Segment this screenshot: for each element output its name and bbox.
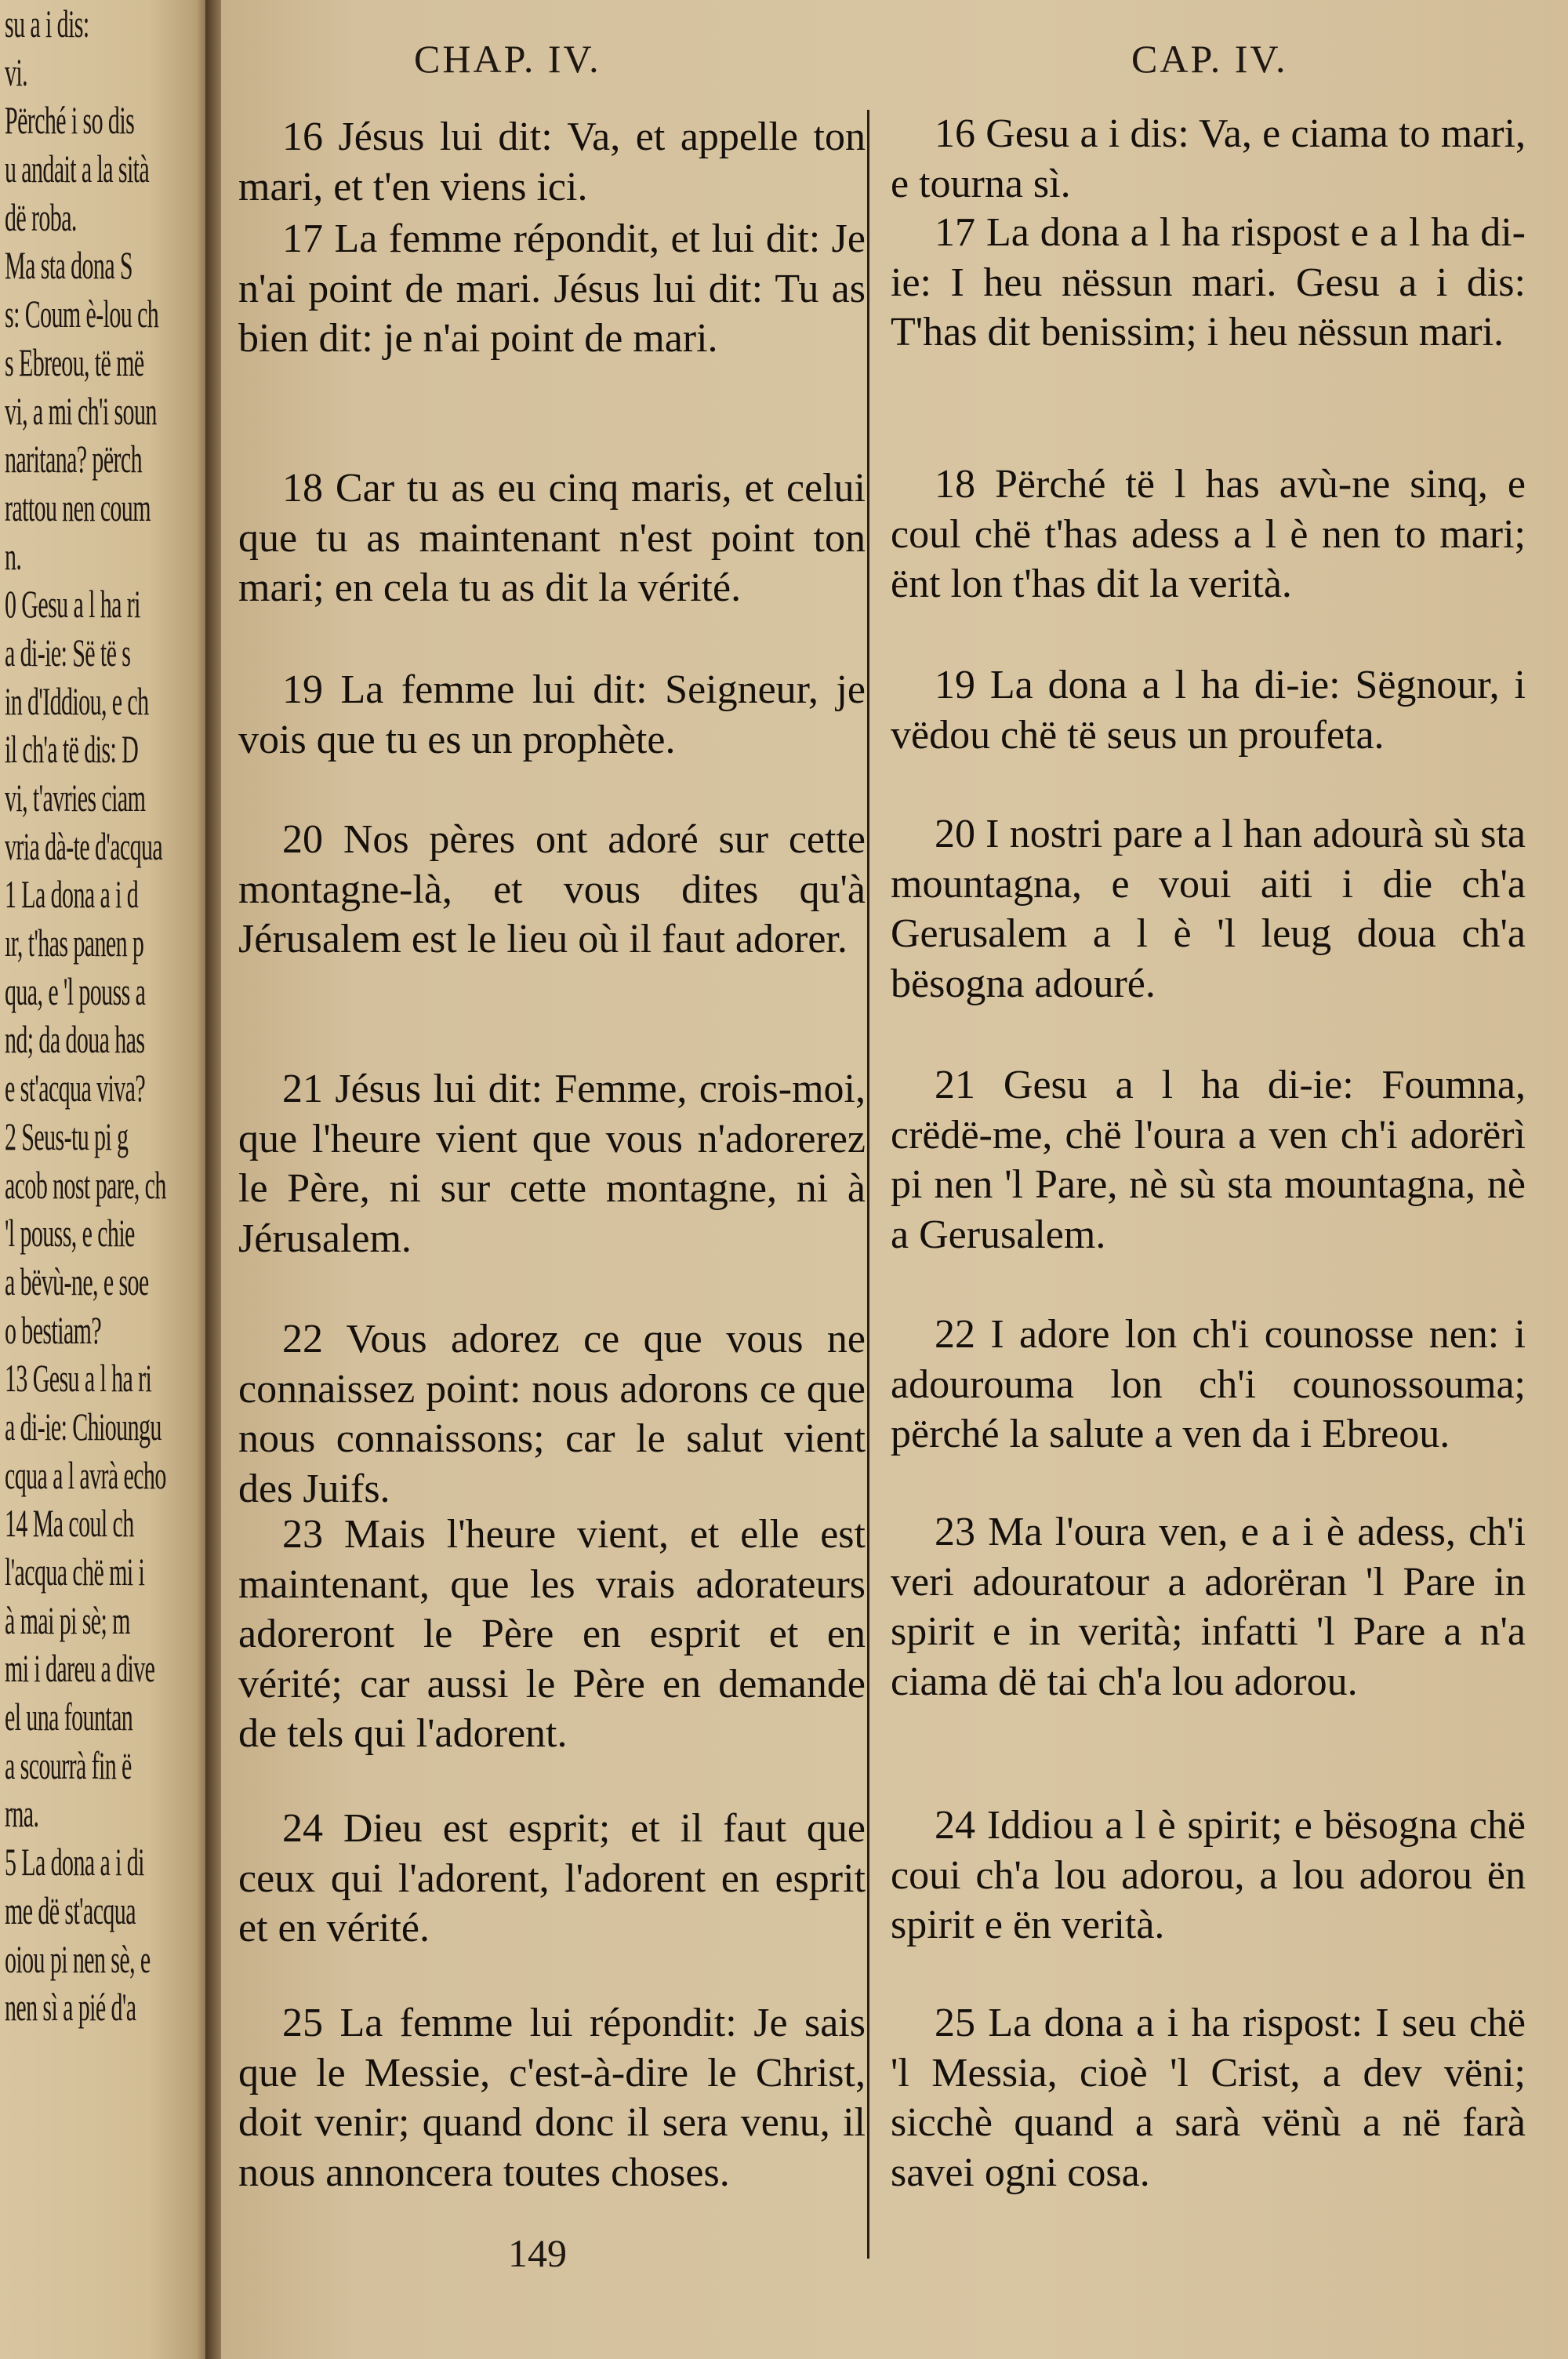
verse-it-25: 25 La dona a i ha rispost: I seu chë 'l Messia, cioè 'l Crist, a dev vëni; sicchè quand a sarà vënù a në farà savei ogni cosa.	[891, 2001, 1526, 2195]
left-page-line: a di-ie: Së të s	[5, 630, 131, 674]
verse-it-18: 18 Përché të l has avù-ne sinq, e coul chë t'has adess a l è nen to mari; ënt lon t'has dit la verità.	[891, 462, 1526, 606]
verse-fr-22: 22 Vous adorez ce que vous ne connaissez point: nous adorons ce que nous connaissons; car le salut vient des Juifs.	[238, 1317, 866, 1511]
left-page-text	[5, 0, 210, 2032]
left-page-line: oiou pi nen sè, e	[5, 1936, 151, 1981]
left-page-line: u andait a la sità	[5, 147, 150, 191]
verse-fr-18: 18 Car tu as eu cinq maris, et celui que tu as maintenant n'est point ton mari; en cela tu as dit la vérité.	[238, 466, 866, 610]
verse-fr-16: 16 Jésus lui dit: Va, et appelle ton mari, et t'en viens ici.	[238, 114, 866, 209]
left-page-line: rna.	[5, 1791, 39, 1836]
verse-fr-20: 20 Nos pères ont adoré sur cette montagne-là, et vous dites qu'à Jérusalem est le lieu où il faut adorer.	[238, 817, 866, 961]
left-page-line: su a i dis:	[5, 2, 89, 45]
verse-fr-19: 19 La femme lui dit: Seigneur, je vois que tu es un prophète.	[238, 667, 866, 762]
left-page-line: l'acqua chë mi i	[5, 1550, 145, 1594]
left-page-line: vi.	[5, 49, 28, 94]
verse-fr-23: 23 Mais l'heure vient, et elle est maintenant, que les vrais adorateurs adoreront le Père en esprit et en vérité; car aussi le Père en demande de tels qui l'adorent.	[238, 1512, 866, 1756]
left-page-line: ır, t'has panen p	[5, 921, 144, 965]
right-page	[221, 0, 1568, 2359]
verse-it-21: 21 Gesu a l ha di-ie: Foumna, crëdë-me, chë l'oura a ven ch'i adorërì pi nen 'l Pare, nè sù sta mountagna, nè a Gerusalem.	[891, 1063, 1526, 1257]
left-page-line: dë roba.	[5, 194, 77, 239]
verse-it-16: 16 Gesu a i dis: Va, e ciama to mari, e tourna sì.	[891, 111, 1526, 206]
left-page-line: naritana? përch	[5, 437, 143, 482]
left-page-line: 13 Gesu a l ha ri	[5, 1356, 152, 1401]
verse-it-19: 19 La dona a l ha di-ie: Sëgnour, i vëdou chë të seus un proufeta.	[891, 663, 1526, 758]
chapter-header-piedmontese: CAP. IV.	[1131, 37, 1288, 81]
verse-it-22: 22 I adore lon ch'i counosse nen: i adourouma lon ch'i counossouma; përché la salute a ven da i Ebreou.	[891, 1312, 1526, 1456]
verse-it-24: 24 Iddiou a l è spirit; e bësogna chë coui ch'a lou adorou, a lou adorou ën spirit e ën verità.	[891, 1803, 1526, 1947]
column-divider	[867, 110, 869, 2259]
left-page-line: el una fountan	[5, 1695, 133, 1739]
page-number: 149	[508, 2231, 567, 2275]
verse-fr-24: 24 Dieu est esprit; et il faut que ceux qui l'adorent, l'adorent en esprit et en vérité.	[238, 1806, 866, 1950]
left-page-line: acob nost pare, ch	[5, 1162, 166, 1207]
left-page	[0, 0, 213, 2359]
left-page-line: vi, a mi ch'i soun	[5, 388, 157, 433]
left-page-line: o bestiam?	[5, 1307, 102, 1352]
left-page-line: 1 La dona a i d	[5, 872, 139, 917]
left-page-line: qua, e 'l pouss a	[5, 969, 146, 1013]
left-page-line: Përché i so dis	[5, 98, 135, 143]
verse-it-17: 17 La dona a l ha rispost e a l ha di-ie: I heu nëssun mari. Gesu a i dis: T'has dit benissim; i heu nëssun mari.	[891, 210, 1526, 354]
verse-fr-25: 25 La femme lui répondit: Je sais que le Messie, c'est-à-dire le Christ, doit venir; quand donc il sera venu, il nous annoncera toutes choses.	[238, 2001, 866, 2195]
left-page-line: à mai pi sè; m	[5, 1598, 130, 1642]
verse-it-23: 23 Ma l'oura ven, e a i è adess, ch'i veri adouratour a adorëran 'l Pare in spirit e in verità; infatti 'l Pare a n'a ciama dë tai ch'a lou adorou.	[891, 1510, 1526, 1704]
left-page-line: vi, t'avries ciam	[5, 776, 146, 820]
verse-fr-21: 21 Jésus lui dit: Femme, crois-moi, que l'heure vient que vous n'adorerez le Père, ni sur cette montagne, ni à Jérusalem.	[238, 1067, 866, 1261]
left-page-line: nen sì a pié d'a	[5, 1985, 136, 2030]
left-page-line: e st'acqua viva?	[5, 1066, 146, 1110]
left-page-line: rattou nen coum	[5, 485, 151, 529]
left-page-line: 'l pouss, e chie	[5, 1211, 135, 1256]
left-page-line: 0 Gesu a l ha ri	[5, 582, 140, 627]
left-page-line: nd; da doua has	[5, 1017, 145, 1062]
left-page-line: n.	[5, 533, 22, 578]
left-page-line: s Ebreou, të më	[5, 340, 144, 384]
left-page-line: 2 Seus-tu pi g	[5, 1114, 129, 1158]
left-page-line: a scourrà fin ë	[5, 1743, 132, 1787]
left-page-line: Ma sta dona S	[5, 243, 133, 288]
left-page-line: il ch'a të dis: D	[5, 727, 139, 772]
left-page-line: vria dà-te d'acqua	[5, 823, 163, 868]
chapter-header-french: CHAP. IV.	[414, 37, 601, 81]
verse-fr-17: 17 La femme répondit, et lui dit: Je n'ai point de mari. Jésus lui dit: Tu as bien dit: je n'ai point de mari.	[238, 216, 866, 361]
left-page-line: in d'Iddiou, e ch	[5, 678, 149, 723]
verse-it-20: 20 I nostri pare a l han adourà sù sta mountagna, e voui aiti i die ch'a Gerusalem a l è 'l leug doua ch'a bësogna adouré.	[891, 812, 1526, 1006]
left-page-line: a bëvù-ne, e soe	[5, 1259, 149, 1303]
left-page-line: me dë st'acqua	[5, 1888, 136, 1932]
left-page-line: mi i dareu a dive	[5, 1646, 155, 1691]
left-page-line: a di-ie: Chioungu	[5, 1404, 162, 1448]
left-page-line: s: Coum è-lou ch	[5, 292, 159, 336]
left-page-line: 5 La dona a i di	[5, 1840, 144, 1885]
left-page-line: 14 Ma coul ch	[5, 1501, 134, 1546]
left-page-line: cqua a l avrà echo	[5, 1452, 166, 1497]
